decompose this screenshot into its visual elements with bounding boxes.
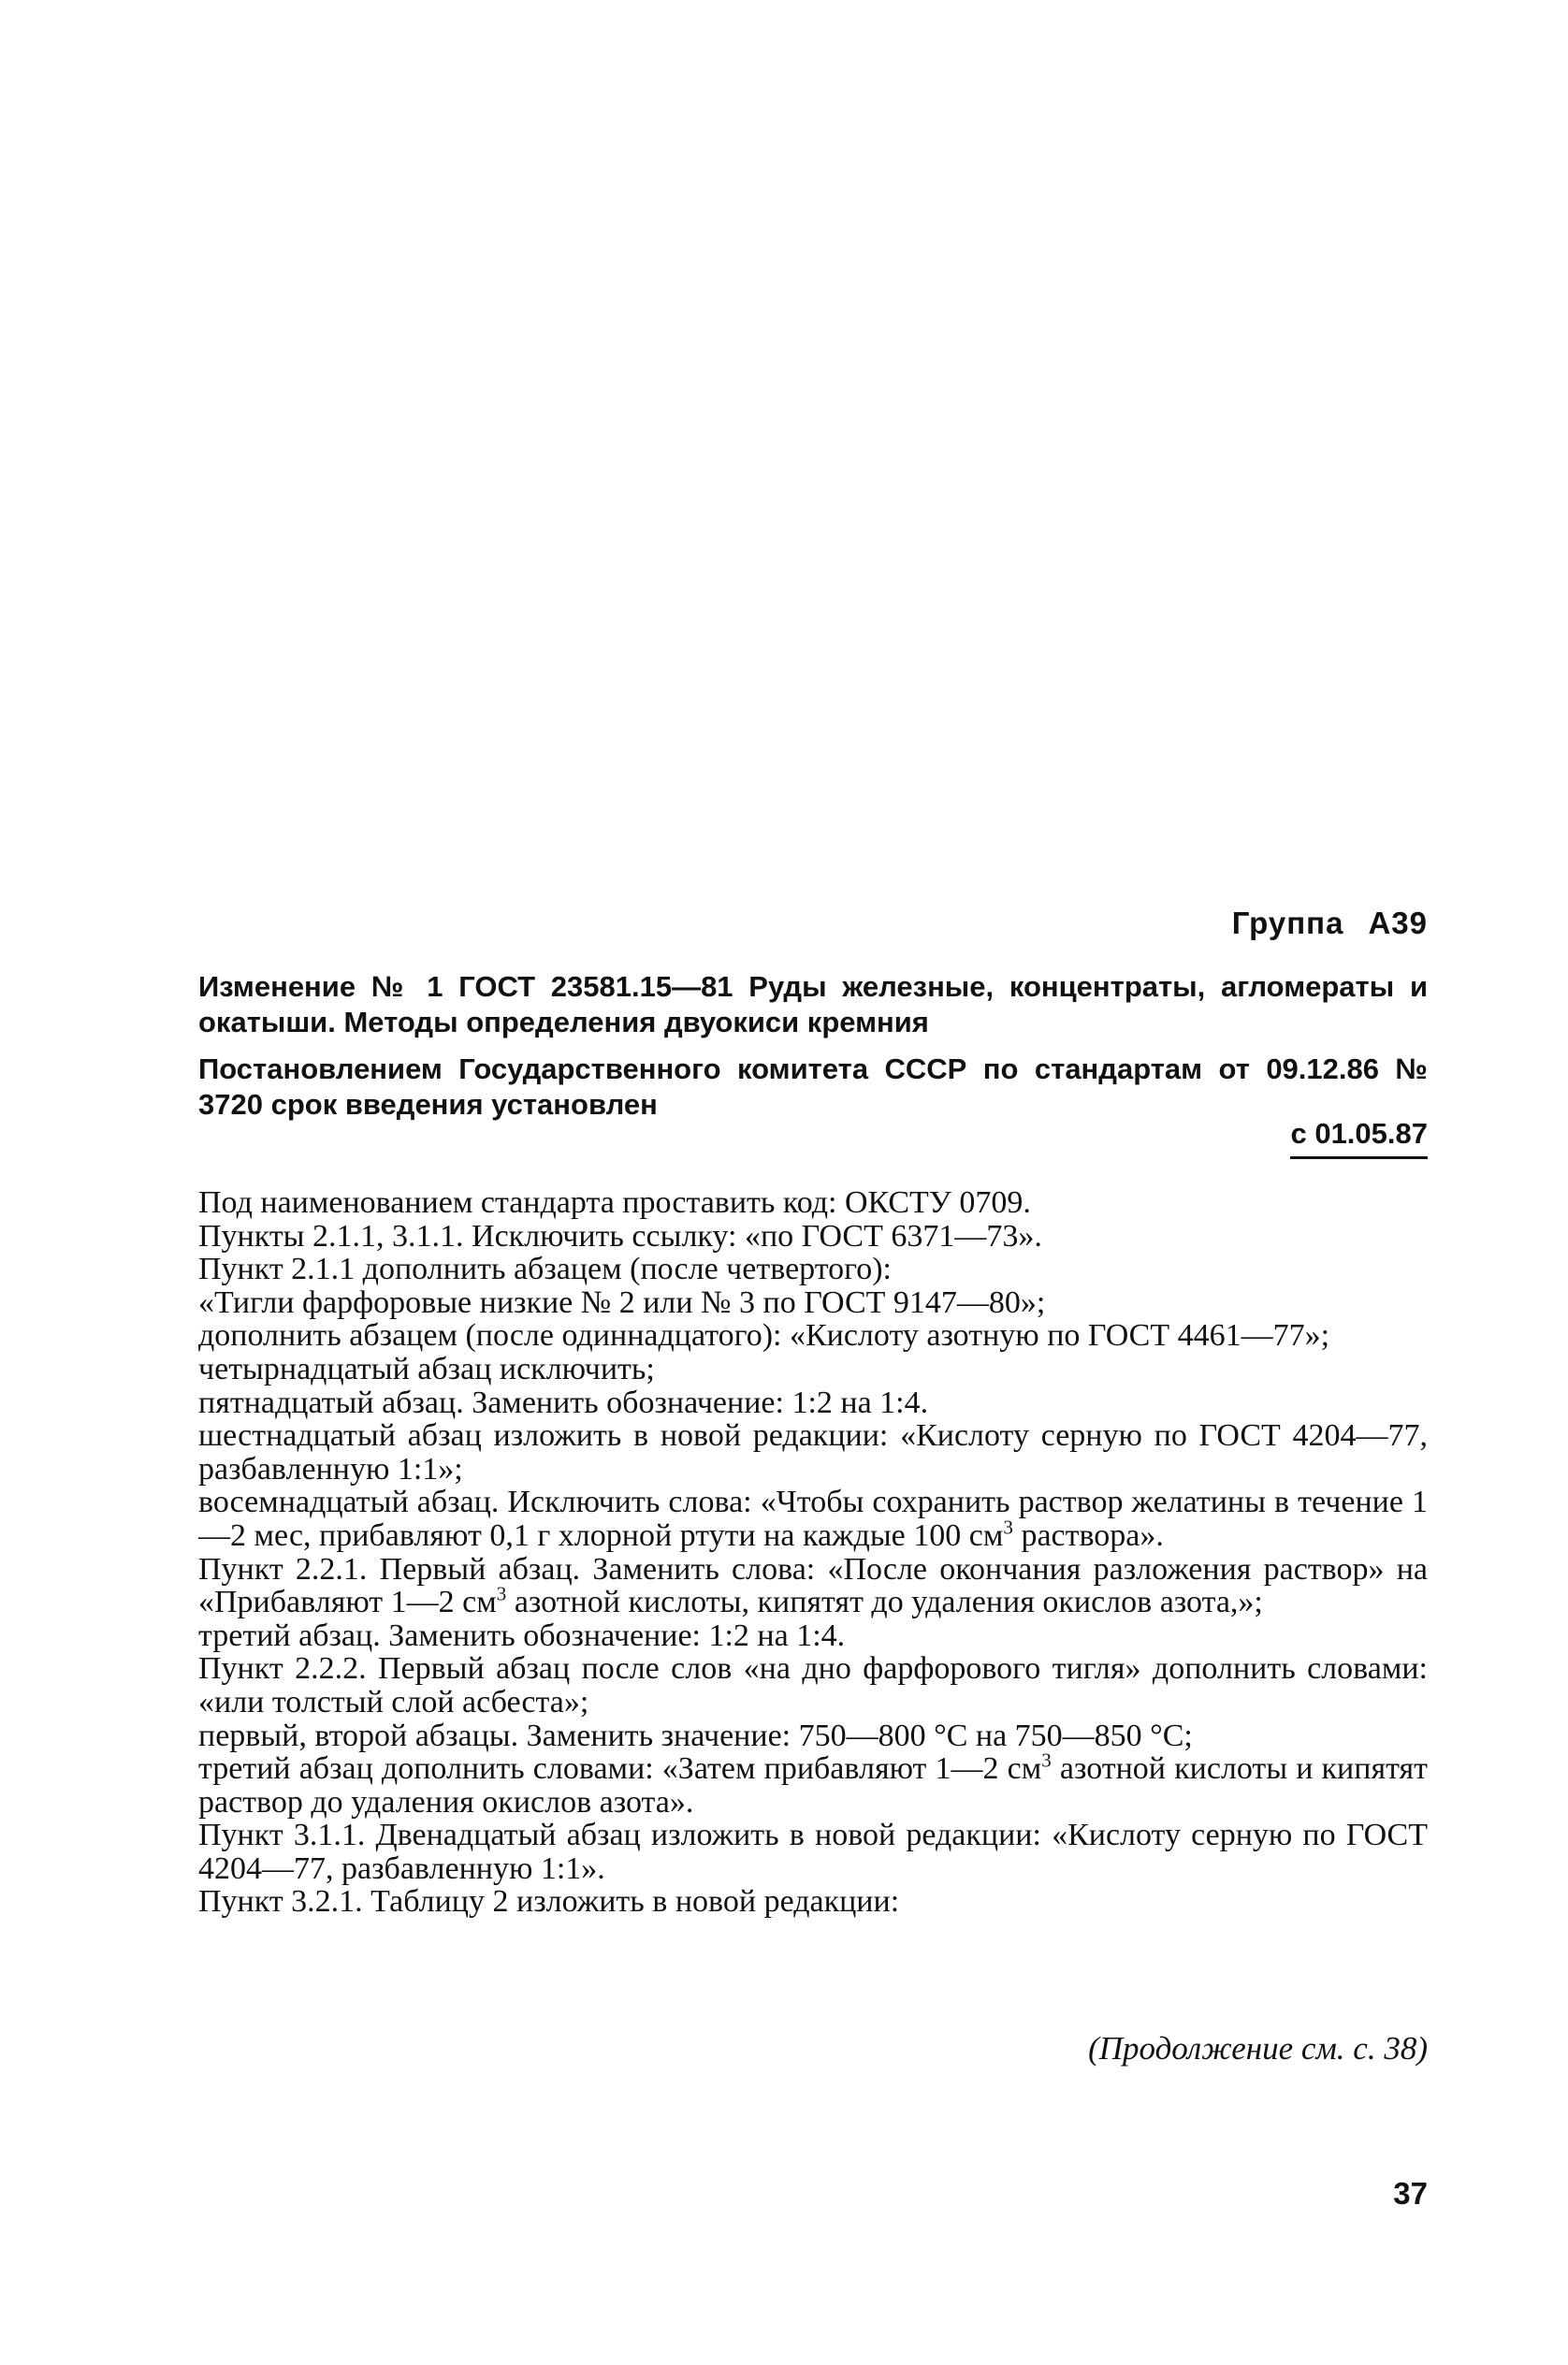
paragraph-text: азотной кислоты и кипятят раствор до удаления окислов азота». xyxy=(198,1751,1428,1820)
paragraph-crucibles: «Тигли фарфоровые низкие № 2 или № 3 по ГОСТ 9147—80»; xyxy=(198,1284,1046,1320)
paragraph-text: Пункт 2.2.1. Первый абзац. Заменить слова: «После окончания разложения раствор» на «Прибавляют 1—2 см xyxy=(198,1551,1428,1620)
paragraph-222-temps: первый, второй абзацы. Заменить значение: 750—800 °С на 750—850 °С; xyxy=(198,1718,1193,1753)
amendment-title: Изменение № 1 ГОСТ 23581.15—81 Руды железные, концентраты, агломераты и окатыши. Методы определения двуокиси кремния xyxy=(198,970,1428,1038)
paragraph-items-ref: Пункты 2.1.1, 3.1.1. Исключить ссылку: «по ГОСТ 6371—73». xyxy=(198,1218,1042,1254)
paragraph-221 xyxy=(198,1553,1428,1619)
paragraph-15th: пятнадцатый абзац. Заменить обозначение: 1:2 на 1:4. xyxy=(198,1385,929,1420)
paragraph-text: раствора». xyxy=(1012,1517,1164,1553)
paragraph-211: Пункт 2.1.1 дополнить абзацем (после четвертого): xyxy=(198,1252,892,1287)
paragraph-text: третий абзац дополнить словами: «Затем прибавляют 1—2 см xyxy=(198,1751,1042,1787)
paragraph-18th xyxy=(198,1486,1428,1552)
paragraph-222: Пункт 2.2.2. Первый абзац после слов «на дно фарфорового тигля» дополнить словами: «или толстый слой асбеста»; xyxy=(198,1651,1428,1719)
paragraph-okstu xyxy=(198,1186,1428,1220)
superscript: 3 xyxy=(496,1582,507,1605)
paragraph-311: Пункт 3.1.1. Двенадцатый абзац изложить в новой редакции: «Кислоту серную по ГОСТ 4204—77, разбавленную 1:1». xyxy=(198,1818,1428,1886)
group-code: А39 xyxy=(1368,906,1428,940)
paragraph-text: восемнадцатый абзац. Исключить слова: «Чтобы сохранить раствор желатины в течение 1—2 мес, прибавляют 0,1 г хлорной ртути на каждые 100 см xyxy=(198,1485,1428,1553)
paragraph-text: Под наименованием стандарта проставить код: ОКСТУ 0709. xyxy=(198,1185,1031,1220)
decree-statement: Постановлением Государственного комитета СССР по стандартам от 09.12.86 № 3720 срок введения установлен xyxy=(198,1052,1428,1121)
paragraph-221-third: третий абзац. Заменить обозначение: 1:2 на 1:4. xyxy=(198,1618,846,1653)
superscript: 3 xyxy=(1041,1748,1052,1772)
group-word: Группа xyxy=(1231,906,1344,940)
paragraph-14th: четырнадцатый абзац исключить; xyxy=(198,1351,655,1386)
paragraph-321: Пункт 3.2.1. Таблицу 2 изложить в новой редакции: xyxy=(198,1884,900,1920)
superscript: 3 xyxy=(1003,1516,1013,1539)
page-number: 37 xyxy=(1393,2176,1428,2211)
group-classification xyxy=(1232,906,1428,941)
effective-date: с 01.05.87 xyxy=(1290,1117,1428,1159)
continuation-note: (Продолжение см. с. 38) xyxy=(1088,2030,1428,2067)
amendment-body xyxy=(198,1186,1428,1919)
paragraph-text: азотной кислоты, кипятят до удаления окислов азота,»; xyxy=(506,1585,1263,1620)
paragraph-222-third xyxy=(198,1748,1428,1820)
paragraph-nitric-acid: дополнить абзацем (после одиннадцатого): «Кислоту азотную по ГОСТ 4461—77»; xyxy=(198,1318,1330,1354)
paragraph-16th: шестнадцатый абзац изложить в новой редакции: «Кислоту серную по ГОСТ 4204—77, разбавленную 1:1»; xyxy=(198,1418,1428,1487)
